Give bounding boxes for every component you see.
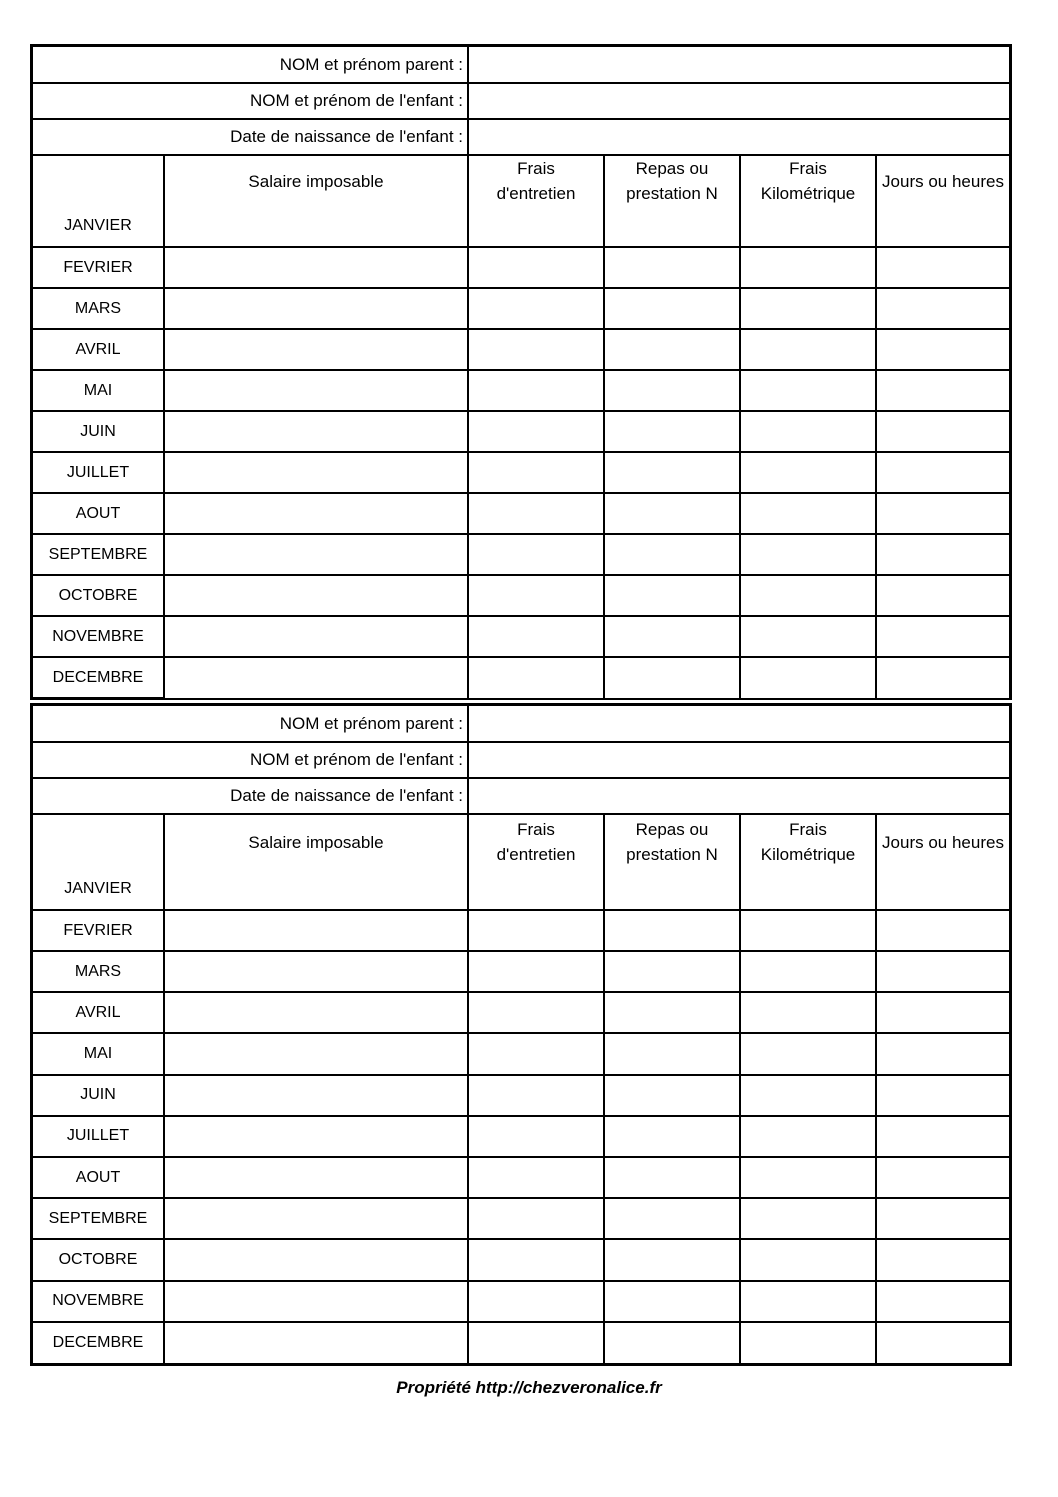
mileage-cell[interactable]	[740, 575, 876, 616]
mileage-cell[interactable]	[740, 992, 876, 1033]
footer-ownership: Propriété http://chezveronalice.fr	[396, 1378, 662, 1397]
month-row	[33, 370, 1009, 411]
month-row	[33, 1033, 1009, 1074]
month-rows	[33, 869, 1009, 1363]
month-label: SEPTEMBRE	[33, 534, 164, 575]
days-cell[interactable]	[876, 411, 1009, 452]
header-maintenance-line1: Frais	[517, 159, 555, 178]
days-cell[interactable]	[876, 1075, 1009, 1116]
month-label: DECEMBRE	[33, 1322, 164, 1363]
maintenance-cell[interactable]	[468, 288, 604, 329]
days-cell[interactable]	[876, 452, 1009, 493]
month-row	[33, 1157, 1009, 1198]
form-table	[33, 47, 1009, 698]
month-label: OCTOBRE	[33, 575, 164, 616]
salary-cell[interactable]	[164, 411, 468, 452]
days-cell[interactable]	[876, 534, 1009, 575]
salary-cell[interactable]	[164, 493, 468, 534]
month-label: FEVRIER	[33, 247, 164, 288]
month-row	[33, 992, 1009, 1033]
meals-cell[interactable]	[604, 910, 740, 951]
month-row	[33, 616, 1009, 657]
maintenance-cell[interactable]	[468, 869, 604, 910]
maintenance-cell[interactable]	[468, 534, 604, 575]
childcare-form-1	[30, 44, 1012, 700]
month-row	[33, 869, 1009, 910]
mileage-cell[interactable]	[740, 1198, 876, 1239]
mileage-cell[interactable]	[740, 452, 876, 493]
salary-cell[interactable]	[164, 1075, 468, 1116]
meals-cell[interactable]	[604, 247, 740, 288]
days-cell[interactable]	[876, 951, 1009, 992]
salary-cell[interactable]	[164, 951, 468, 992]
childcare-form-2	[30, 703, 1012, 1366]
month-label: JUIN	[33, 411, 164, 452]
meals-cell[interactable]	[604, 1157, 740, 1198]
days-cell[interactable]	[876, 1157, 1009, 1198]
salary-cell[interactable]	[164, 534, 468, 575]
month-row	[33, 288, 1009, 329]
days-cell[interactable]	[876, 247, 1009, 288]
month-row	[33, 1075, 1009, 1116]
month-row	[33, 1116, 1009, 1157]
meals-cell[interactable]	[604, 534, 740, 575]
mileage-cell[interactable]	[740, 910, 876, 951]
meals-cell[interactable]	[604, 1116, 740, 1157]
maintenance-cell[interactable]	[468, 452, 604, 493]
child-name-label: NOM et prénom de l'enfant :	[33, 83, 468, 119]
mileage-cell[interactable]	[740, 951, 876, 992]
month-label: FEVRIER	[33, 910, 164, 951]
meals-cell[interactable]	[604, 206, 740, 247]
header-mileage-line2: Kilométrique	[760, 184, 856, 203]
month-rows	[33, 206, 1009, 698]
days-cell[interactable]	[876, 288, 1009, 329]
salary-cell[interactable]	[164, 288, 468, 329]
salary-cell[interactable]	[164, 869, 468, 910]
child-name-field[interactable]	[468, 83, 1009, 119]
meals-cell[interactable]	[604, 1239, 740, 1280]
salary-cell[interactable]	[164, 992, 468, 1033]
header-mileage	[740, 155, 876, 206]
maintenance-cell[interactable]	[468, 1116, 604, 1157]
mileage-cell[interactable]	[740, 329, 876, 370]
month-row	[33, 575, 1009, 616]
month-label: AVRIL	[33, 329, 164, 370]
mileage-cell[interactable]	[740, 657, 876, 698]
header-empty-cell	[33, 155, 164, 206]
month-label: DECEMBRE	[33, 657, 164, 698]
header-meals-line1: Repas ou	[635, 159, 709, 178]
maintenance-cell[interactable]	[468, 1322, 604, 1363]
mileage-cell[interactable]	[740, 534, 876, 575]
mileage-cell[interactable]	[740, 1157, 876, 1198]
meals-cell[interactable]	[604, 951, 740, 992]
parent-name-field[interactable]	[468, 706, 1009, 742]
salary-cell[interactable]	[164, 370, 468, 411]
days-cell[interactable]	[876, 575, 1009, 616]
header-salary: Salaire imposable	[164, 814, 468, 868]
mileage-cell[interactable]	[740, 1116, 876, 1157]
salary-cell[interactable]	[164, 1198, 468, 1239]
header-mileage-line2: Kilométrique	[760, 845, 856, 865]
maintenance-cell[interactable]	[468, 575, 604, 616]
month-label: MAI	[33, 370, 164, 411]
salary-cell[interactable]	[164, 452, 468, 493]
month-row	[33, 951, 1009, 992]
header-maintenance	[468, 814, 604, 868]
month-row	[33, 1239, 1009, 1280]
days-cell[interactable]	[876, 1239, 1009, 1280]
salary-cell[interactable]	[164, 1322, 468, 1363]
salary-cell[interactable]	[164, 1239, 468, 1280]
meals-cell[interactable]	[604, 493, 740, 534]
month-label: JANVIER	[33, 206, 164, 247]
parent-name-field[interactable]	[468, 47, 1009, 83]
month-label: JANVIER	[33, 869, 164, 910]
header-days: Jours ou heures	[876, 155, 1009, 206]
meals-cell[interactable]	[604, 329, 740, 370]
maintenance-cell[interactable]	[468, 910, 604, 951]
month-row	[33, 247, 1009, 288]
header-meals	[604, 814, 740, 868]
meals-cell[interactable]	[604, 992, 740, 1033]
maintenance-cell[interactable]	[468, 1281, 604, 1322]
meals-cell[interactable]	[604, 1198, 740, 1239]
mileage-cell[interactable]	[740, 1322, 876, 1363]
mileage-cell[interactable]	[740, 206, 876, 247]
month-label: NOVEMBRE	[33, 616, 164, 657]
days-cell[interactable]	[876, 992, 1009, 1033]
month-label: AVRIL	[33, 992, 164, 1033]
maintenance-cell[interactable]	[468, 1157, 604, 1198]
header-meals	[604, 155, 740, 206]
header-meals-line2: prestation N	[626, 184, 718, 203]
meals-cell[interactable]	[604, 657, 740, 698]
meals-cell[interactable]	[604, 452, 740, 493]
mileage-cell[interactable]	[740, 370, 876, 411]
month-row	[33, 1322, 1009, 1363]
meals-cell[interactable]	[604, 1075, 740, 1116]
child-birthdate-field[interactable]	[468, 119, 1009, 155]
salary-cell[interactable]	[164, 575, 468, 616]
days-cell[interactable]	[876, 1198, 1009, 1239]
month-row	[33, 1198, 1009, 1239]
header-empty-cell	[33, 814, 164, 868]
child-name-field[interactable]	[468, 742, 1009, 778]
maintenance-cell[interactable]	[468, 1033, 604, 1074]
days-cell[interactable]	[876, 1322, 1009, 1363]
month-label: MAI	[33, 1033, 164, 1074]
days-cell[interactable]	[876, 493, 1009, 534]
salary-cell[interactable]	[164, 657, 468, 698]
child-name-label: NOM et prénom de l'enfant :	[33, 742, 468, 778]
meals-cell[interactable]	[604, 869, 740, 910]
days-cell[interactable]	[876, 869, 1009, 910]
salary-cell[interactable]	[164, 1116, 468, 1157]
meals-cell[interactable]	[604, 1322, 740, 1363]
days-cell[interactable]	[876, 1033, 1009, 1074]
days-cell[interactable]	[876, 910, 1009, 951]
salary-cell[interactable]	[164, 1157, 468, 1198]
header-mileage-line1: Frais	[789, 159, 827, 178]
month-label: JUILLET	[33, 1116, 164, 1157]
form-table	[33, 706, 1009, 1363]
month-label: AOUT	[33, 493, 164, 534]
month-row	[33, 1281, 1009, 1322]
days-cell[interactable]	[876, 329, 1009, 370]
header-maintenance-line2: d'entretien	[496, 184, 576, 203]
salary-cell[interactable]	[164, 1281, 468, 1322]
month-row	[33, 411, 1009, 452]
mileage-cell[interactable]	[740, 288, 876, 329]
parent-name-label: NOM et prénom parent :	[33, 47, 468, 83]
header-maintenance-line2: d'entretien	[496, 845, 576, 865]
mileage-cell[interactable]	[740, 1075, 876, 1116]
meals-cell[interactable]	[604, 411, 740, 452]
meals-cell[interactable]	[604, 370, 740, 411]
mileage-cell[interactable]	[740, 1281, 876, 1322]
header-maintenance	[468, 155, 604, 206]
maintenance-cell[interactable]	[468, 370, 604, 411]
child-birthdate-label: Date de naissance de l'enfant :	[33, 119, 468, 155]
parent-name-label: NOM et prénom parent :	[33, 706, 468, 742]
days-cell[interactable]	[876, 1281, 1009, 1322]
month-label: MARS	[33, 288, 164, 329]
meals-cell[interactable]	[604, 288, 740, 329]
header-mileage	[740, 814, 876, 868]
maintenance-cell[interactable]	[468, 1198, 604, 1239]
month-label: OCTOBRE	[33, 1239, 164, 1280]
header-salary: Salaire imposable	[164, 155, 468, 206]
meals-cell[interactable]	[604, 616, 740, 657]
salary-cell[interactable]	[164, 910, 468, 951]
month-row	[33, 206, 1009, 247]
mileage-cell[interactable]	[740, 869, 876, 910]
month-row	[33, 452, 1009, 493]
salary-cell[interactable]	[164, 206, 468, 247]
meals-cell[interactable]	[604, 1033, 740, 1074]
month-row	[33, 910, 1009, 951]
month-label: JUIN	[33, 1075, 164, 1116]
mileage-cell[interactable]	[740, 493, 876, 534]
mileage-cell[interactable]	[740, 616, 876, 657]
maintenance-cell[interactable]	[468, 1239, 604, 1280]
mileage-cell[interactable]	[740, 1239, 876, 1280]
maintenance-cell[interactable]	[468, 411, 604, 452]
salary-cell[interactable]	[164, 1033, 468, 1074]
maintenance-cell[interactable]	[468, 206, 604, 247]
maintenance-cell[interactable]	[468, 493, 604, 534]
meals-cell[interactable]	[604, 1281, 740, 1322]
maintenance-cell[interactable]	[468, 1075, 604, 1116]
header-meals-line2: prestation N	[626, 845, 718, 865]
days-cell[interactable]	[876, 616, 1009, 657]
maintenance-cell[interactable]	[468, 616, 604, 657]
month-label: SEPTEMBRE	[33, 1198, 164, 1239]
maintenance-cell[interactable]	[468, 329, 604, 370]
meals-cell[interactable]	[604, 575, 740, 616]
child-birthdate-label: Date de naissance de l'enfant :	[33, 778, 468, 814]
salary-cell[interactable]	[164, 329, 468, 370]
mileage-cell[interactable]	[740, 247, 876, 288]
maintenance-cell[interactable]	[468, 951, 604, 992]
month-row	[33, 329, 1009, 370]
child-birthdate-field[interactable]	[468, 778, 1009, 814]
maintenance-cell[interactable]	[468, 657, 604, 698]
mileage-cell[interactable]	[740, 411, 876, 452]
month-label: NOVEMBRE	[33, 1281, 164, 1322]
header-maintenance-line1: Frais	[517, 820, 555, 840]
maintenance-cell[interactable]	[468, 247, 604, 288]
mileage-cell[interactable]	[740, 1033, 876, 1074]
maintenance-cell[interactable]	[468, 992, 604, 1033]
header-days: Jours ou heures	[876, 814, 1009, 868]
month-row	[33, 493, 1009, 534]
month-label: JUILLET	[33, 452, 164, 493]
month-label: AOUT	[33, 1157, 164, 1198]
salary-cell[interactable]	[164, 616, 468, 657]
header-meals-line1: Repas ou	[635, 820, 709, 840]
salary-cell[interactable]	[164, 247, 468, 288]
header-mileage-line1: Frais	[789, 820, 827, 840]
days-cell[interactable]	[876, 206, 1009, 247]
days-cell[interactable]	[876, 657, 1009, 698]
month-row	[33, 657, 1009, 698]
month-row	[33, 534, 1009, 575]
days-cell[interactable]	[876, 370, 1009, 411]
days-cell[interactable]	[876, 1116, 1009, 1157]
month-label: MARS	[33, 951, 164, 992]
